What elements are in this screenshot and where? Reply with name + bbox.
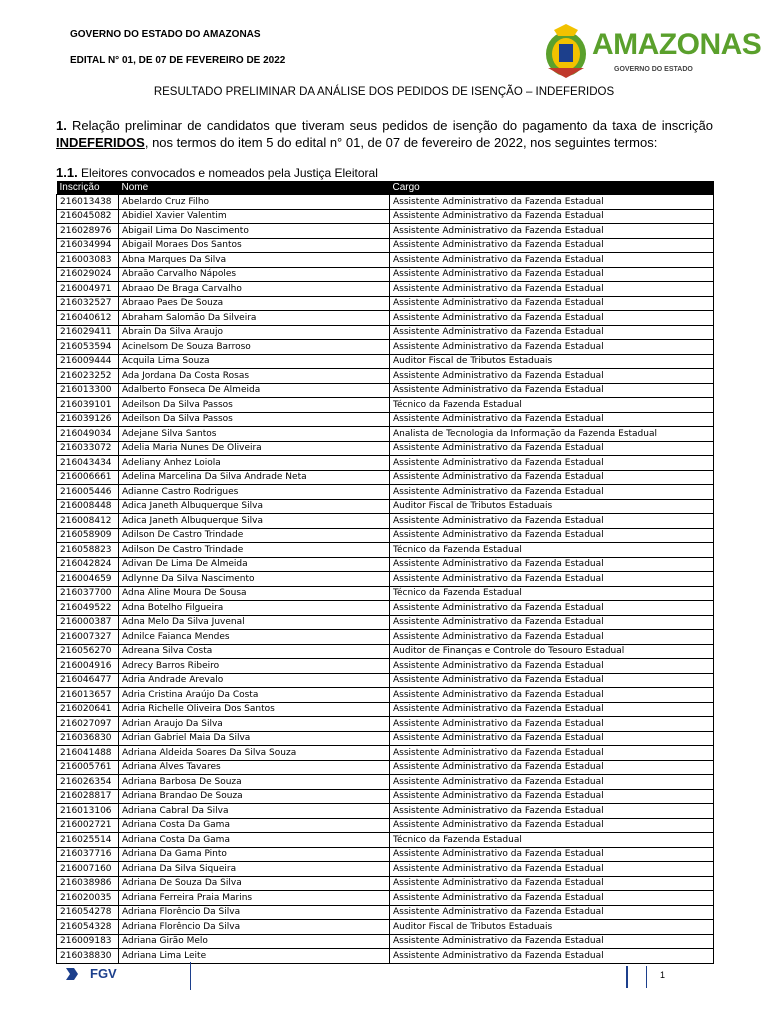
nome-cell: Abna Marques Da Silva: [119, 253, 390, 268]
nome-cell: Adeilson Da Silva Passos: [119, 412, 390, 427]
inscricao-cell: 216020641: [57, 702, 119, 717]
cargo-cell: Técnico da Fazenda Estadual: [390, 398, 714, 413]
table-row: [57, 891, 714, 906]
table-row: [57, 572, 714, 587]
nome-cell: Adeliany Anhez Loiola: [119, 456, 390, 471]
table-row: [57, 615, 714, 630]
nome-cell: Adriana De Souza Da Silva: [119, 876, 390, 891]
nome-cell: Acinelsom De Souza Barroso: [119, 340, 390, 355]
cargo-cell: Assistente Administrativo da Fazenda Estadual: [390, 412, 714, 427]
nome-cell: Adrecy Barros Ribeiro: [119, 659, 390, 674]
nome-cell: Adelina Marcelina Da Silva Andrade Neta: [119, 470, 390, 485]
inscricao-cell: 216029024: [57, 267, 119, 282]
table-row: [57, 760, 714, 775]
table-row: [57, 224, 714, 239]
candidates-table: [56, 181, 714, 964]
nome-cell: Adilson De Castro Trindade: [119, 543, 390, 558]
inscricao-cell: 216027097: [57, 717, 119, 732]
inscricao-cell: 216029411: [57, 325, 119, 340]
nome-cell: Adna Aline Moura De Sousa: [119, 586, 390, 601]
logo-subtitle: GOVERNO DO ESTADO: [614, 66, 693, 73]
table-row: [57, 731, 714, 746]
inscricao-cell: 216026354: [57, 775, 119, 790]
table-row: [57, 311, 714, 326]
table-row: [57, 862, 714, 877]
inscricao-cell: 216046477: [57, 673, 119, 688]
nome-cell: Abigail Lima Do Nascimento: [119, 224, 390, 239]
nome-cell: Adriana Da Silva Siqueira: [119, 862, 390, 877]
table-row: [57, 688, 714, 703]
table-row: [57, 673, 714, 688]
inscricao-cell: 216045082: [57, 209, 119, 224]
inscricao-cell: 216043434: [57, 456, 119, 471]
fgv-brand: FGV: [90, 966, 117, 981]
table-row: [57, 702, 714, 717]
nome-cell: Adrian Araujo Da Silva: [119, 717, 390, 732]
paragraph-number: 1.: [56, 118, 67, 133]
inscricao-cell: 216049034: [57, 427, 119, 442]
nome-cell: Ada Jordana Da Costa Rosas: [119, 369, 390, 384]
nome-cell: Adriana Ferreira Praia Marins: [119, 891, 390, 906]
table-row: [57, 354, 714, 369]
table-row: [57, 209, 714, 224]
paragraph-text-a: Relação preliminar de candidatos que tiveram seus pedidos de isenção do pagamento da taxa de inscrição: [66, 118, 713, 133]
header-government: GOVERNO DO ESTADO DO AMAZONAS: [70, 29, 261, 40]
paragraph-emphasis: INDEFERIDOS: [56, 135, 145, 150]
cargo-cell: Assistente Administrativo da Fazenda Estadual: [390, 659, 714, 674]
table-row: [57, 659, 714, 674]
cargo-cell: Assistente Administrativo da Fazenda Estadual: [390, 876, 714, 891]
table-row: [57, 427, 714, 442]
cargo-cell: Assistente Administrativo da Fazenda Estadual: [390, 209, 714, 224]
page-title: RESULTADO PRELIMINAR DA ANÁLISE DOS PEDIDOS DE ISENÇÃO – INDEFERIDOS: [153, 86, 615, 98]
cargo-cell: Assistente Administrativo da Fazenda Estadual: [390, 325, 714, 340]
nome-cell: Adeilson Da Silva Passos: [119, 398, 390, 413]
nome-cell: Adnilce Faianca Mendes: [119, 630, 390, 645]
cargo-cell: Assistente Administrativo da Fazenda Estadual: [390, 688, 714, 703]
table-row: [57, 833, 714, 848]
table-row: [57, 499, 714, 514]
nome-cell: Adna Melo Da Silva Juvenal: [119, 615, 390, 630]
cargo-cell: Assistente Administrativo da Fazenda Estadual: [390, 224, 714, 239]
cargo-cell: Assistente Administrativo da Fazenda Estadual: [390, 673, 714, 688]
inscricao-cell: 216049522: [57, 601, 119, 616]
cargo-cell: Analista de Tecnologia da Informação da Fazenda Estadual: [390, 427, 714, 442]
nome-cell: Adriana Alves Tavares: [119, 760, 390, 775]
header-edital: EDITAL N° 01, DE 07 DE FEVEREIRO DE 2022: [70, 55, 286, 66]
nome-cell: Adriana Lima Leite: [119, 949, 390, 964]
cargo-cell: Assistente Administrativo da Fazenda Estadual: [390, 282, 714, 297]
inscricao-cell: 216058823: [57, 543, 119, 558]
inscricao-cell: 216038830: [57, 949, 119, 964]
inscricao-cell: 216028817: [57, 789, 119, 804]
inscricao-cell: 216036830: [57, 731, 119, 746]
inscricao-cell: 216009183: [57, 934, 119, 949]
cargo-cell: Assistente Administrativo da Fazenda Estadual: [390, 630, 714, 645]
inscricao-cell: 216037700: [57, 586, 119, 601]
inscricao-cell: 216000387: [57, 615, 119, 630]
cargo-cell: Assistente Administrativo da Fazenda Estadual: [390, 775, 714, 790]
cargo-cell: Assistente Administrativo da Fazenda Estadual: [390, 789, 714, 804]
table-row: [57, 340, 714, 355]
nome-cell: Adejane Silva Santos: [119, 427, 390, 442]
nome-cell: Adriana Florêncio Da Silva: [119, 920, 390, 935]
page-number: 1: [660, 970, 666, 980]
cargo-cell: Assistente Administrativo da Fazenda Estadual: [390, 891, 714, 906]
nome-cell: Abigail Moraes Dos Santos: [119, 238, 390, 253]
inscricao-cell: 216005761: [57, 760, 119, 775]
inscricao-cell: 216039126: [57, 412, 119, 427]
nome-cell: Adlynne Da Silva Nascimento: [119, 572, 390, 587]
cargo-cell: Assistente Administrativo da Fazenda Estadual: [390, 311, 714, 326]
cargo-cell: Auditor de Finanças e Controle do Tesouro Estadual: [390, 644, 714, 659]
inscricao-cell: 216008412: [57, 514, 119, 529]
nome-cell: Adriana Cabral Da Silva: [119, 804, 390, 819]
nome-cell: Adrian Gabriel Maia Da Silva: [119, 731, 390, 746]
cargo-cell: Assistente Administrativo da Fazenda Estadual: [390, 818, 714, 833]
nome-cell: Abidiel Xavier Valentim: [119, 209, 390, 224]
inscricao-cell: 216002721: [57, 818, 119, 833]
inscricao-cell: 216056270: [57, 644, 119, 659]
table-row: [57, 818, 714, 833]
nome-cell: Adilson De Castro Trindade: [119, 528, 390, 543]
inscricao-cell: 216042824: [57, 557, 119, 572]
nome-cell: Adriana Girão Melo: [119, 934, 390, 949]
table-row: [57, 775, 714, 790]
table-row: [57, 586, 714, 601]
inscricao-cell: 216023252: [57, 369, 119, 384]
inscricao-cell: 216028976: [57, 224, 119, 239]
cargo-cell: Assistente Administrativo da Fazenda Estadual: [390, 383, 714, 398]
cargo-cell: Assistente Administrativo da Fazenda Estadual: [390, 456, 714, 471]
inscricao-cell: 216013300: [57, 383, 119, 398]
inscricao-cell: 216013657: [57, 688, 119, 703]
nome-cell: Adianne Castro Rodrigues: [119, 485, 390, 500]
nome-cell: Abraao De Braga Carvalho: [119, 282, 390, 297]
inscricao-cell: 216007327: [57, 630, 119, 645]
inscricao-cell: 216040612: [57, 311, 119, 326]
table-row: [57, 746, 714, 761]
cargo-cell: Assistente Administrativo da Fazenda Estadual: [390, 717, 714, 732]
inscricao-cell: 216032527: [57, 296, 119, 311]
nome-cell: Adria Andrade Arevalo: [119, 673, 390, 688]
footer-bar-left: [626, 966, 628, 988]
cargo-cell: Assistente Administrativo da Fazenda Estadual: [390, 514, 714, 529]
cargo-cell: Assistente Administrativo da Fazenda Estadual: [390, 804, 714, 819]
inscricao-cell: 216013438: [57, 195, 119, 210]
header-nome: Nome: [119, 181, 390, 195]
nome-cell: Abraham Salomão Da Silveira: [119, 311, 390, 326]
cargo-cell: Assistente Administrativo da Fazenda Estadual: [390, 731, 714, 746]
inscricao-cell: 216004659: [57, 572, 119, 587]
inscricao-cell: 216058909: [57, 528, 119, 543]
table-row: [57, 441, 714, 456]
inscricao-cell: 216037716: [57, 847, 119, 862]
cargo-cell: Assistente Administrativo da Fazenda Estadual: [390, 253, 714, 268]
nome-cell: Adria Cristina Araújo Da Costa: [119, 688, 390, 703]
table-row: [57, 514, 714, 529]
nome-cell: Abraao Paes De Souza: [119, 296, 390, 311]
nome-cell: Adreana Silva Costa: [119, 644, 390, 659]
subsection-heading: [56, 165, 378, 180]
table-row: [57, 369, 714, 384]
table-row: [57, 195, 714, 210]
coat-of-arms-icon: [542, 24, 590, 80]
cargo-cell: Assistente Administrativo da Fazenda Estadual: [390, 847, 714, 862]
cargo-cell: Assistente Administrativo da Fazenda Estadual: [390, 470, 714, 485]
nome-cell: Adriana Aldeida Soares Da Silva Souza: [119, 746, 390, 761]
nome-cell: Adica Janeth Albuquerque Silva: [119, 514, 390, 529]
header-inscricao: Inscrição: [57, 181, 119, 195]
table-row: [57, 267, 714, 282]
table-row: [57, 543, 714, 558]
inscricao-cell: 216005446: [57, 485, 119, 500]
inscricao-cell: 216004916: [57, 659, 119, 674]
logo-title: AMAZONAS: [592, 28, 762, 61]
table-row: [57, 485, 714, 500]
table-row: [57, 920, 714, 935]
inscricao-cell: 216041488: [57, 746, 119, 761]
inscricao-cell: 216034994: [57, 238, 119, 253]
footer-divider: [190, 962, 191, 990]
intro-paragraph: [56, 117, 713, 151]
table-row: [57, 949, 714, 964]
nome-cell: Abelardo Cruz Filho: [119, 195, 390, 210]
cargo-cell: Assistente Administrativo da Fazenda Estadual: [390, 340, 714, 355]
table-row: [57, 601, 714, 616]
cargo-cell: Assistente Administrativo da Fazenda Estadual: [390, 702, 714, 717]
table-row: [57, 470, 714, 485]
table-row: [57, 789, 714, 804]
nome-cell: Abraão Carvalho Nápoles: [119, 267, 390, 282]
nome-cell: Adriana Brandao De Souza: [119, 789, 390, 804]
inscricao-cell: 216008448: [57, 499, 119, 514]
inscricao-cell: 216025514: [57, 833, 119, 848]
inscricao-cell: 216009444: [57, 354, 119, 369]
cargo-cell: Assistente Administrativo da Fazenda Estadual: [390, 485, 714, 500]
cargo-cell: Assistente Administrativo da Fazenda Estadual: [390, 572, 714, 587]
table-row: [57, 557, 714, 572]
cargo-cell: Técnico da Fazenda Estadual: [390, 833, 714, 848]
table-row: [57, 325, 714, 340]
nome-cell: Acquila Lima Souza: [119, 354, 390, 369]
cargo-cell: Assistente Administrativo da Fazenda Estadual: [390, 557, 714, 572]
table-row: [57, 905, 714, 920]
cargo-cell: Auditor Fiscal de Tributos Estaduais: [390, 499, 714, 514]
inscricao-cell: 216054328: [57, 920, 119, 935]
cargo-cell: Assistente Administrativo da Fazenda Estadual: [390, 862, 714, 877]
table-row: [57, 847, 714, 862]
cargo-cell: Assistente Administrativo da Fazenda Estadual: [390, 195, 714, 210]
nome-cell: Adriana Costa Da Gama: [119, 818, 390, 833]
subsection-number: 1.1.: [56, 165, 78, 180]
cargo-cell: Assistente Administrativo da Fazenda Estadual: [390, 441, 714, 456]
cargo-cell: Assistente Administrativo da Fazenda Estadual: [390, 601, 714, 616]
table-row: [57, 383, 714, 398]
nome-cell: Adica Janeth Albuquerque Silva: [119, 499, 390, 514]
cargo-cell: Assistente Administrativo da Fazenda Estadual: [390, 934, 714, 949]
table-body: [57, 195, 714, 964]
table-row: [57, 282, 714, 297]
cargo-cell: Assistente Administrativo da Fazenda Estadual: [390, 238, 714, 253]
table-row: [57, 630, 714, 645]
cargo-cell: Auditor Fiscal de Tributos Estaduais: [390, 354, 714, 369]
nome-cell: Adivan De Lima De Almeida: [119, 557, 390, 572]
amazonas-logo: [542, 24, 762, 80]
table-row: [57, 717, 714, 732]
nome-cell: Adriana Costa Da Gama: [119, 833, 390, 848]
nome-cell: Adriana Florêncio Da Silva: [119, 905, 390, 920]
nome-cell: Adelia Maria Nunes De Oliveira: [119, 441, 390, 456]
table-row: [57, 398, 714, 413]
inscricao-cell: 216004971: [57, 282, 119, 297]
inscricao-cell: 216013106: [57, 804, 119, 819]
cargo-cell: Auditor Fiscal de Tributos Estaduais: [390, 920, 714, 935]
inscricao-cell: 216054278: [57, 905, 119, 920]
table-row: [57, 456, 714, 471]
table-row: [57, 934, 714, 949]
inscricao-cell: 216039101: [57, 398, 119, 413]
nome-cell: Adriana Barbosa De Souza: [119, 775, 390, 790]
cargo-cell: Técnico da Fazenda Estadual: [390, 586, 714, 601]
inscricao-cell: 216033072: [57, 441, 119, 456]
footer-bar-right: [646, 966, 647, 988]
nome-cell: Adalberto Fonseca De Almeida: [119, 383, 390, 398]
table-row: [57, 238, 714, 253]
table-row: [57, 296, 714, 311]
table-row: [57, 804, 714, 819]
nome-cell: Adriana Da Gama Pinto: [119, 847, 390, 862]
subsection-text: Eleitores convocados e nomeados pela Justiça Eleitoral: [77, 166, 378, 180]
table-row: [57, 253, 714, 268]
cargo-cell: Assistente Administrativo da Fazenda Estadual: [390, 296, 714, 311]
table-row: [57, 412, 714, 427]
nome-cell: Abrain Da Silva Araujo: [119, 325, 390, 340]
inscricao-cell: 216053594: [57, 340, 119, 355]
cargo-cell: Assistente Administrativo da Fazenda Estadual: [390, 369, 714, 384]
cargo-cell: Assistente Administrativo da Fazenda Estadual: [390, 615, 714, 630]
cargo-cell: Técnico da Fazenda Estadual: [390, 543, 714, 558]
paragraph-text-b: , nos termos do item 5 do edital n° 01, de 07 de fevereiro de 2022, nos seguintes termos:: [144, 135, 658, 150]
table-row: [57, 644, 714, 659]
cargo-cell: Assistente Administrativo da Fazenda Estadual: [390, 949, 714, 964]
inscricao-cell: 216003083: [57, 253, 119, 268]
inscricao-cell: 216038986: [57, 876, 119, 891]
inscricao-cell: 216020035: [57, 891, 119, 906]
table-row: [57, 876, 714, 891]
fgv-arrow-icon: [66, 968, 86, 980]
nome-cell: Adna Botelho Filgueira: [119, 601, 390, 616]
table-header-row: [57, 181, 714, 195]
cargo-cell: Assistente Administrativo da Fazenda Estadual: [390, 267, 714, 282]
cargo-cell: Assistente Administrativo da Fazenda Estadual: [390, 760, 714, 775]
cargo-cell: Assistente Administrativo da Fazenda Estadual: [390, 905, 714, 920]
nome-cell: Adria Richelle Oliveira Dos Santos: [119, 702, 390, 717]
inscricao-cell: 216007160: [57, 862, 119, 877]
cargo-cell: Assistente Administrativo da Fazenda Estadual: [390, 746, 714, 761]
inscricao-cell: 216006661: [57, 470, 119, 485]
cargo-cell: Assistente Administrativo da Fazenda Estadual: [390, 528, 714, 543]
table-row: [57, 528, 714, 543]
header-cargo: Cargo: [390, 181, 714, 195]
